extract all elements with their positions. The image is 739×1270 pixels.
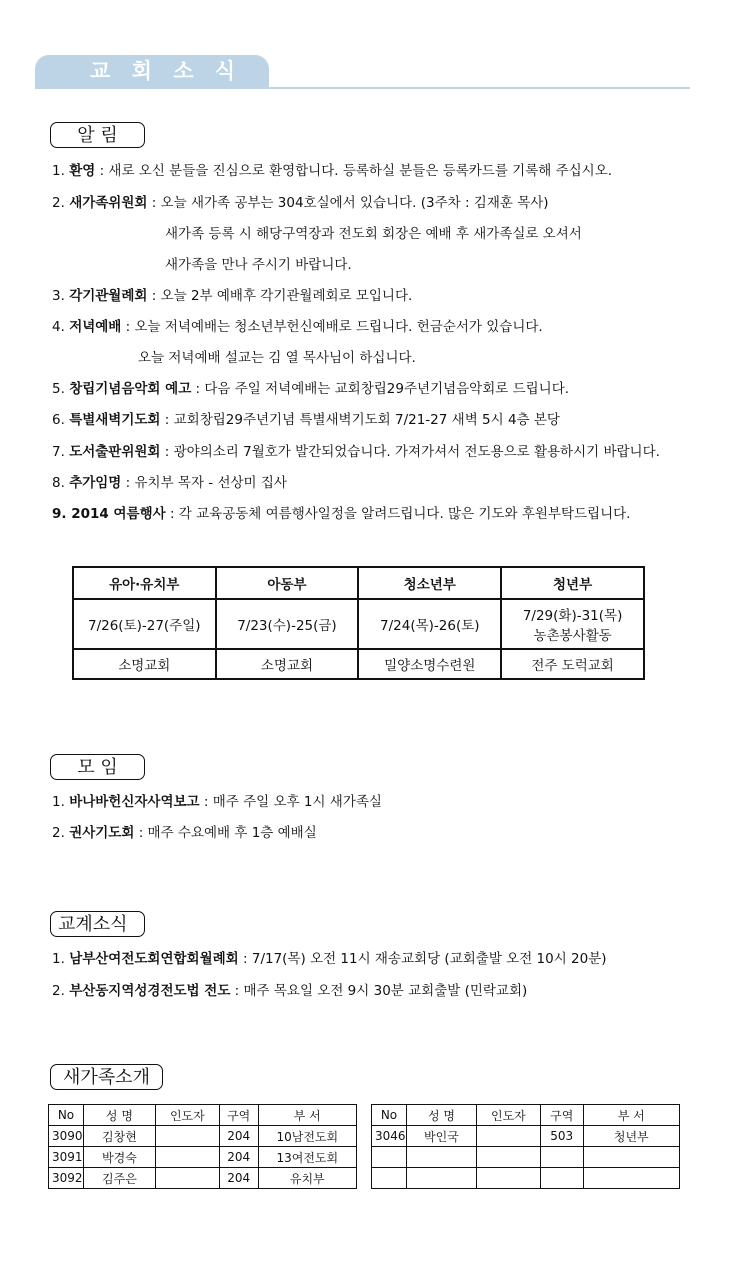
table-cell xyxy=(540,1147,583,1168)
table-header: 청소년부 xyxy=(358,567,501,599)
table-row xyxy=(372,1168,680,1189)
notice-item: 3. 각기관월례회 : 오늘 2부 예배후 각기관월례회로 모입니다. xyxy=(52,288,413,304)
notice-item: 9. 2014 여름행사 : 각 교육공동체 여름행사일정을 알려드립니다. 많은 기도와 후원부탁드립니다. xyxy=(52,506,631,522)
denomination-item: 1. 남부산여전도회연합회월례회 : 7/17(목) 오전 11시 재송교회당 (교회출발 오전 10시 20분) xyxy=(52,951,607,967)
summer-schedule-table xyxy=(72,566,645,680)
table-header: 성 명 xyxy=(406,1105,476,1126)
table-cell: 503 xyxy=(540,1126,583,1147)
newfamily-table-right xyxy=(371,1104,680,1189)
table-row xyxy=(49,1147,357,1168)
newfamily-table-left xyxy=(48,1104,357,1189)
table-cell: 유치부 xyxy=(258,1168,356,1189)
table-row xyxy=(372,1126,680,1147)
table-cell xyxy=(155,1168,219,1189)
table-header: 부 서 xyxy=(583,1105,679,1126)
table-cell: 3091 xyxy=(49,1147,84,1168)
table-cell xyxy=(406,1168,476,1189)
table-cell xyxy=(476,1147,540,1168)
denomination-item: 2. 부산동지역성경전도법 전도 : 매주 목요일 오전 9시 30분 교회출발 (민락교회) xyxy=(52,983,528,999)
meeting-item: 2. 권사기도회 : 매주 수요예배 후 1층 예배실 xyxy=(52,825,317,841)
table-header: 유아·유치부 xyxy=(73,567,216,599)
table-cell: 김주은 xyxy=(83,1168,155,1189)
table-cell: 3046 xyxy=(372,1126,407,1147)
table-cell: 박인국 xyxy=(406,1126,476,1147)
table-header: 부 서 xyxy=(258,1105,356,1126)
meeting-section-tag: 모 임 xyxy=(50,754,145,780)
table-cell: 204 xyxy=(219,1168,258,1189)
table-cell: 소명교회 xyxy=(73,649,216,679)
notice-item: 8. 추가임명 : 유치부 목자 - 선상미 집사 xyxy=(52,475,287,491)
denomination-section-tag: 교계소식 xyxy=(50,911,145,937)
table-cell: 박경숙 xyxy=(83,1147,155,1168)
table-cell xyxy=(583,1168,679,1189)
table-header: 아동부 xyxy=(216,567,359,599)
table-header: No xyxy=(372,1105,407,1126)
table-cell: 3090 xyxy=(49,1126,84,1147)
table-cell: 7/24(목)-26(토) xyxy=(358,599,501,649)
header-divider xyxy=(35,87,690,89)
table-cell xyxy=(155,1147,219,1168)
table-cell xyxy=(406,1147,476,1168)
notice-item-continued: 오늘 저녁예배 설교는 김 열 목사님이 하십니다. xyxy=(138,350,416,366)
table-header: 성 명 xyxy=(83,1105,155,1126)
table-header: No xyxy=(49,1105,84,1126)
notice-section-tag: 알 림 xyxy=(50,122,145,148)
table-header: 구역 xyxy=(219,1105,258,1126)
notice-item-continued: 새가족을 만나 주시기 바랍니다. xyxy=(165,257,352,273)
notice-item: 5. 창립기념음악회 예고 : 다음 주일 저녁예배는 교회창립29주년기념음악회로 드립니다. xyxy=(52,381,570,397)
table-header: 청년부 xyxy=(501,567,644,599)
notice-item: 6. 특별새벽기도회 : 교회창립29주년기념 특별새벽기도회 7/21-27 새벽 5시 4층 본당 xyxy=(52,412,560,428)
table-header: 구역 xyxy=(540,1105,583,1126)
table-cell: 소명교회 xyxy=(216,649,359,679)
notice-item-continued: 새가족 등록 시 해당구역장과 전도회 회장은 예배 후 새가족실로 오셔서 xyxy=(165,226,582,242)
notice-item: 1. 환영 : 새로 오신 분들을 진심으로 환영합니다. 등록하실 분들은 등록카드를 기록해 주십시오. xyxy=(52,163,613,179)
notice-item: 7. 도서출판위원회 : 광야의소리 7월호가 발간되었습니다. 가져가셔서 전도용으로 활용하시기 바랍니다. xyxy=(52,444,660,460)
table-row xyxy=(49,1168,357,1189)
table-header: 인도자 xyxy=(476,1105,540,1126)
table-cell: 3092 xyxy=(49,1168,84,1189)
table-cell xyxy=(372,1147,407,1168)
page-title: 교 회 소 식 xyxy=(35,55,269,88)
table-cell: 10남전도회 xyxy=(258,1126,356,1147)
table-cell: 204 xyxy=(219,1126,258,1147)
table-row xyxy=(49,1126,357,1147)
table-cell: 13여전도회 xyxy=(258,1147,356,1168)
table-cell: 밀양소명수련원 xyxy=(358,649,501,679)
table-cell: 7/26(토)-27(주일) xyxy=(73,599,216,649)
table-cell xyxy=(476,1126,540,1147)
table-cell xyxy=(583,1147,679,1168)
meeting-item: 1. 바나바헌신자사역보고 : 매주 주일 오후 1시 새가족실 xyxy=(52,794,382,810)
table-cell xyxy=(372,1168,407,1189)
table-cell xyxy=(476,1168,540,1189)
table-cell: 7/23(수)-25(금) xyxy=(216,599,359,649)
newfamily-section-tag: 새가족소개 xyxy=(50,1064,163,1090)
notice-item: 4. 저녁예배 : 오늘 저녁예배는 청소년부헌신예배로 드립니다. 헌금순서가 있습니다. xyxy=(52,319,543,335)
table-cell: 7/29(화)-31(목) 농촌봉사활동 xyxy=(501,599,644,649)
notice-item: 2. 새가족위원회 : 오늘 새가족 공부는 304호실에서 있습니다. (3주차 : 김재훈 목사) xyxy=(52,195,549,211)
table-cell xyxy=(155,1126,219,1147)
table-header: 인도자 xyxy=(155,1105,219,1126)
table-row xyxy=(372,1147,680,1168)
table-cell xyxy=(540,1168,583,1189)
table-cell: 청년부 xyxy=(583,1126,679,1147)
table-cell: 김창현 xyxy=(83,1126,155,1147)
table-cell: 204 xyxy=(219,1147,258,1168)
table-cell: 전주 도럭교회 xyxy=(501,649,644,679)
